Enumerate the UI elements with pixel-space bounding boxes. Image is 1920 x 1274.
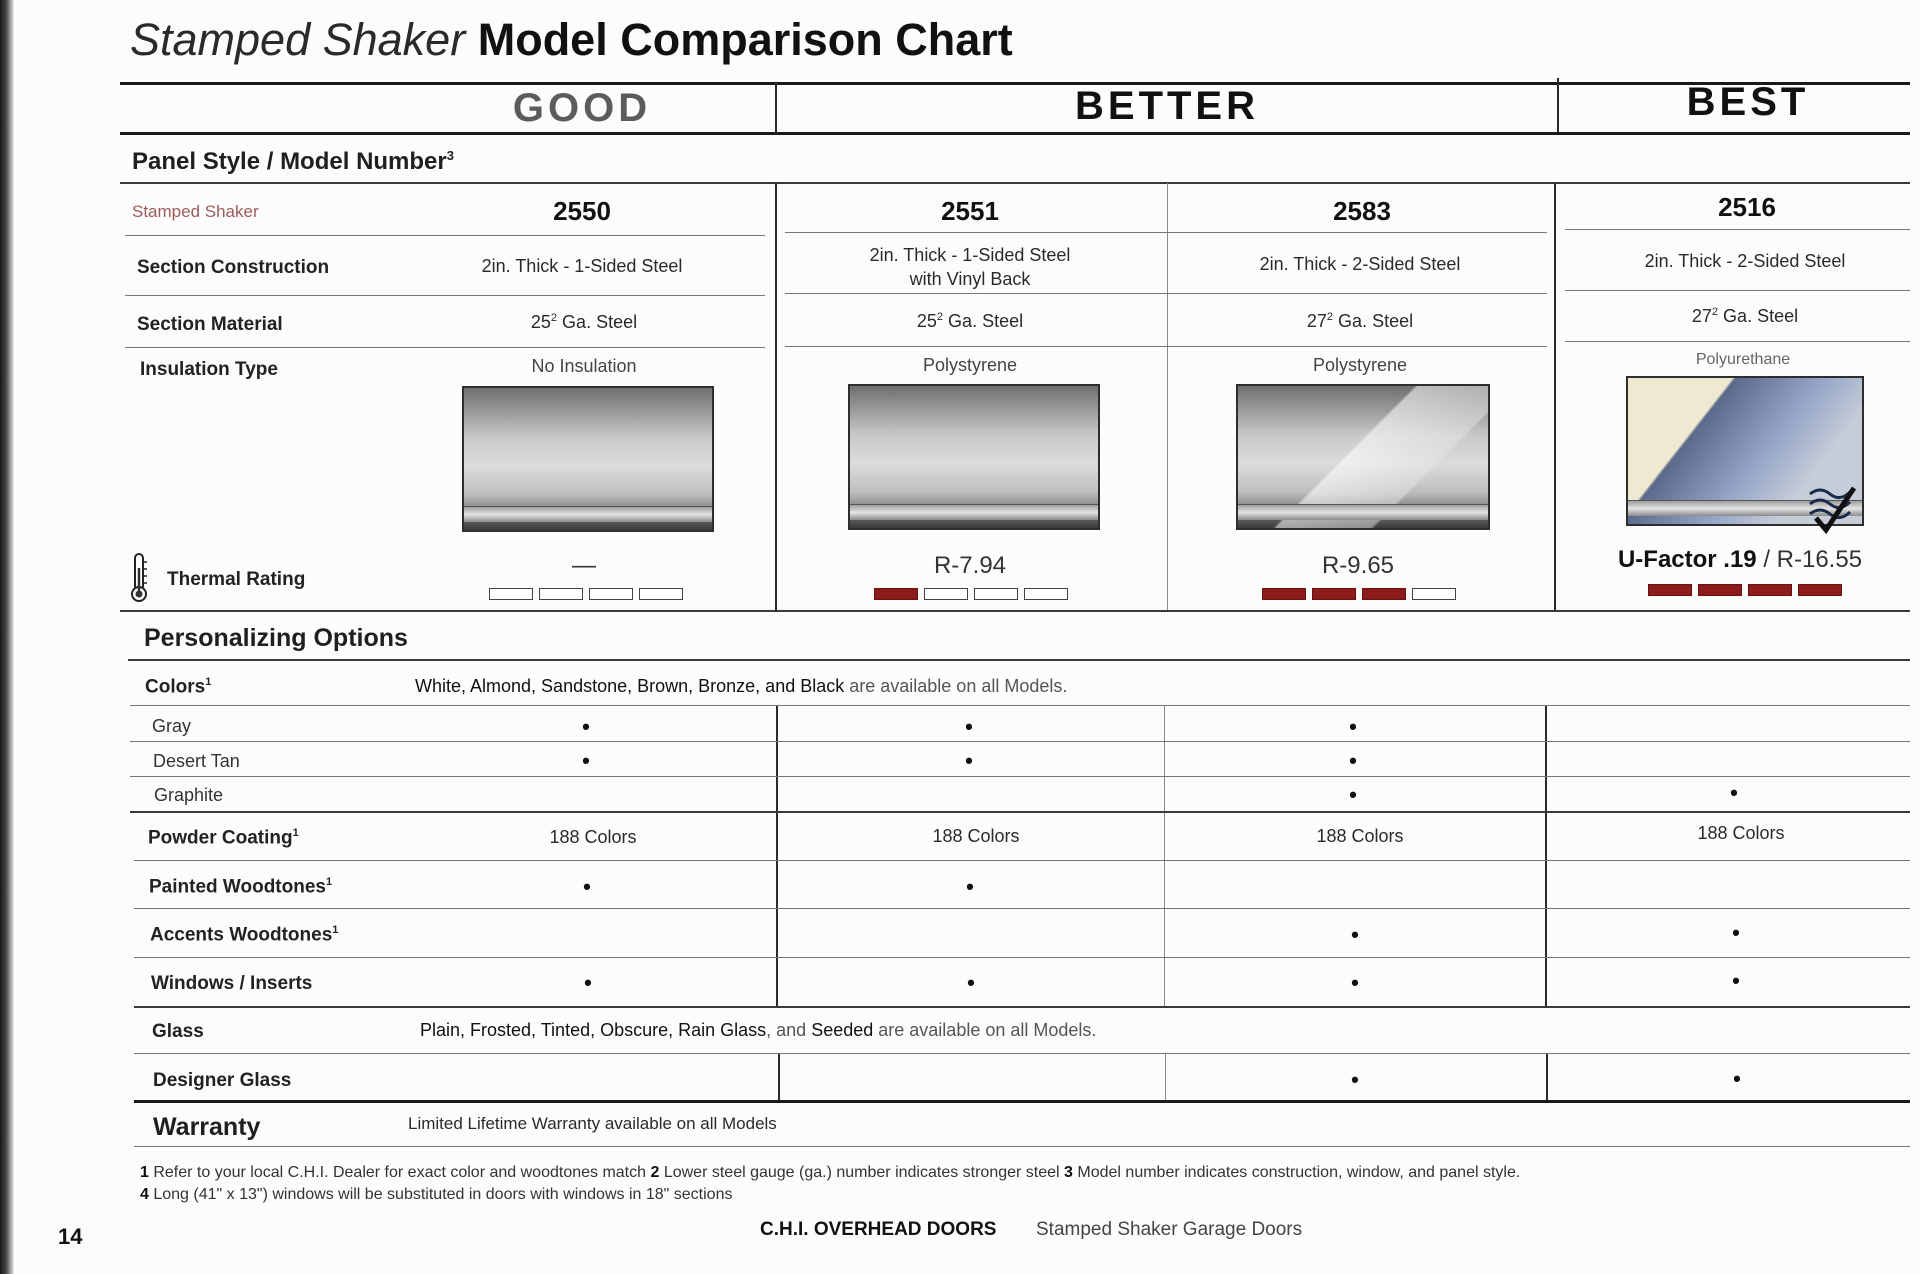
divider <box>120 610 1910 612</box>
divider <box>125 295 765 296</box>
rating-segment-filled <box>874 588 918 600</box>
material-value: $25^2$ Ga. Steel <box>916 311 1024 331</box>
divider <box>775 183 777 610</box>
label-thermal-rating: Thermal Rating <box>167 569 306 590</box>
label-section-material: Section Material <box>137 314 283 335</box>
availability-dot: • <box>1351 970 1359 995</box>
divider <box>130 705 1910 706</box>
availability-dot: • <box>582 748 590 773</box>
label-graphite: Graphite <box>154 785 224 805</box>
availability-dot: • <box>1351 1067 1359 1092</box>
footnote-line-2: 4 Long (41" x 13") windows will be substituted in doors with windows in 18" sections <box>140 1186 733 1203</box>
divider <box>120 182 1910 184</box>
thermal-rating-bar <box>489 588 683 600</box>
availability-dot: • <box>1732 920 1740 945</box>
powder-value: 188 Colors <box>1316 826 1404 846</box>
availability-dot: • <box>1730 780 1738 805</box>
label-designer-glass: Designer Glass <box>153 1070 292 1091</box>
divider <box>130 741 1910 742</box>
divider <box>1565 341 1910 342</box>
warranty-text: Limited Lifetime Warranty available on all Models <box>408 1114 777 1133</box>
divider <box>120 82 1910 85</box>
divider <box>1165 1054 1166 1100</box>
options-heading: Personalizing Options <box>144 624 408 652</box>
availability-dot: • <box>967 970 975 995</box>
rating-segment-filled <box>1262 588 1306 600</box>
label-desert-tan: Desert Tan <box>153 751 240 771</box>
divider <box>1546 1054 1548 1100</box>
rating-segment-filled <box>1748 584 1792 596</box>
availability-dot: • <box>1733 1066 1741 1091</box>
divider <box>1167 183 1168 610</box>
construction-value: 2in. Thick - 2-Sided Steel <box>1259 254 1461 274</box>
powder-value: 188 Colors <box>932 826 1020 846</box>
title-italic: Stamped Shaker <box>130 14 466 65</box>
rating-segment-empty <box>924 588 968 600</box>
availability-dot: • <box>966 874 974 899</box>
thermal-rating-bar <box>1648 584 1842 596</box>
availability-dot: • <box>1732 968 1740 993</box>
rating-segment-empty <box>1412 588 1456 600</box>
divider <box>125 347 765 348</box>
footer-subtitle: Stamped Shaker Garage Doors <box>1036 1219 1303 1240</box>
footnote-line-1: 1 Refer to your local C.H.I. Dealer for exact color and woodtones match 2 Lower steel gauge (ga.) number indicates stronger steel 3 Model number indicates construction, window, and panel style. <box>140 1164 1521 1181</box>
divider <box>134 1053 1910 1054</box>
insulation-panel-image <box>848 384 1100 530</box>
model-number: 2551 <box>941 196 999 226</box>
divider <box>134 1006 1910 1008</box>
rating-segment-empty <box>1024 588 1068 600</box>
divider <box>776 706 778 1006</box>
insulation-value: Polyurethane <box>1695 351 1791 368</box>
divider <box>785 346 1547 347</box>
label-painted-woodtones: Painted Woodtones$^1$ <box>149 876 333 898</box>
book-spine <box>0 0 14 1274</box>
label-section-construction: Section Construction <box>137 257 330 278</box>
rating-segment-filled <box>1648 584 1692 596</box>
rating-segment-filled <box>1798 584 1842 596</box>
availability-dot: • <box>1349 714 1357 739</box>
panel-section-heading: Panel Style / Model Number$^3$ <box>132 148 454 175</box>
divider <box>134 957 1910 958</box>
rating-segment-empty <box>489 588 533 600</box>
thermal-value: — <box>572 552 596 579</box>
thermal-rating-bar <box>874 588 1068 600</box>
availability-dot: • <box>1351 922 1359 947</box>
availability-dot: • <box>584 970 592 995</box>
divider <box>775 82 777 134</box>
tier-better: BETTER <box>1075 84 1259 128</box>
divider <box>125 235 765 236</box>
material-value: $27^2$ Ga. Steel <box>1691 306 1799 326</box>
divider <box>134 908 1910 909</box>
powder-value: 188 Colors <box>549 827 637 847</box>
divider <box>134 1100 1910 1103</box>
divider <box>130 776 1910 777</box>
divider <box>1545 706 1547 1006</box>
model-number: 2550 <box>553 196 611 226</box>
label-colors: Colors$^1$ <box>145 676 212 698</box>
material-value: $27^2$ Ga. Steel <box>1306 311 1414 331</box>
tier-good: GOOD <box>512 86 652 130</box>
availability-dot: • <box>965 748 973 773</box>
construction-value: 2in. Thick - 1-Sided Steel <box>481 256 683 276</box>
divider <box>1554 183 1556 610</box>
material-value: $25^2$ Ga. Steel <box>530 312 638 332</box>
divider <box>785 293 1547 294</box>
label-powder-coating: Powder Coating$^1$ <box>148 827 299 849</box>
rating-segment-filled <box>1312 588 1356 600</box>
powder-value: 188 Colors <box>1697 823 1785 843</box>
availability-dot: • <box>583 874 591 899</box>
insulation-value: No Insulation <box>531 356 637 376</box>
page-title <box>130 14 1013 66</box>
title-bold: Model Comparison Chart <box>477 14 1013 65</box>
divider <box>120 132 1910 135</box>
divider <box>1565 290 1910 291</box>
insulation-panel-image <box>1236 384 1490 530</box>
label-accents-woodtones: Accents Woodtones$^1$ <box>150 924 339 946</box>
thermal-value: R-9.65 <box>1321 552 1395 579</box>
model-number: 2583 <box>1333 196 1391 226</box>
label-warranty: Warranty <box>153 1113 261 1141</box>
rating-segment-empty <box>639 588 683 600</box>
divider <box>1565 229 1910 230</box>
thermal-value: U-Factor .19 / R-16.55 <box>1617 546 1863 573</box>
rating-segment-filled <box>1362 588 1406 600</box>
divider <box>130 811 1910 813</box>
glass-text: Plain, Frosted, Tinted, Obscure, Rain Glass, and Seeded are available on all Models. <box>420 1020 1097 1040</box>
insulation-value: Polystyrene <box>922 355 1018 375</box>
colors-text: White, Almond, Sandstone, Brown, Bronze, and Black are available on all Models. <box>415 676 1068 696</box>
availability-dot: • <box>965 714 973 739</box>
label-insulation-type: Insulation Type <box>140 359 278 380</box>
label-gray: Gray <box>152 716 192 736</box>
page-number: 14 <box>58 1224 83 1249</box>
divider <box>128 659 1910 661</box>
divider <box>1557 78 1559 132</box>
model-number: 2516 <box>1718 192 1776 222</box>
availability-dot: • <box>1349 782 1357 807</box>
divider <box>134 1146 1910 1147</box>
construction-value: 2in. Thick - 2-Sided Steel <box>1644 251 1846 271</box>
thermometer-icon <box>128 552 150 604</box>
rating-segment-empty <box>974 588 1018 600</box>
rating-segment-empty <box>589 588 633 600</box>
insulation-value: Polystyrene <box>1312 355 1408 375</box>
tier-best: BEST <box>1686 80 1810 124</box>
divider <box>1164 706 1165 1006</box>
label-glass: Glass <box>152 1021 204 1042</box>
divider <box>785 232 1547 233</box>
thermal-rating-bar <box>1262 588 1456 600</box>
divider <box>778 1054 780 1100</box>
label-windows-inserts: Windows / Inserts <box>151 973 313 994</box>
availability-dot: • <box>1349 748 1357 773</box>
divider <box>134 860 1910 861</box>
insulation-panel-image <box>462 386 714 532</box>
rating-segment-empty <box>539 588 583 600</box>
availability-dot: • <box>582 714 590 739</box>
energy-check-icon <box>1806 482 1860 534</box>
rating-segment-filled <box>1698 584 1742 596</box>
construction-value: 2in. Thick - 1-Sided Steel with Vinyl Back <box>869 245 1071 289</box>
footer-brand: C.H.I. OVERHEAD DOORS <box>760 1219 997 1240</box>
thermal-value: R-7.94 <box>933 552 1007 579</box>
row-hint: Stamped Shaker <box>132 202 259 221</box>
